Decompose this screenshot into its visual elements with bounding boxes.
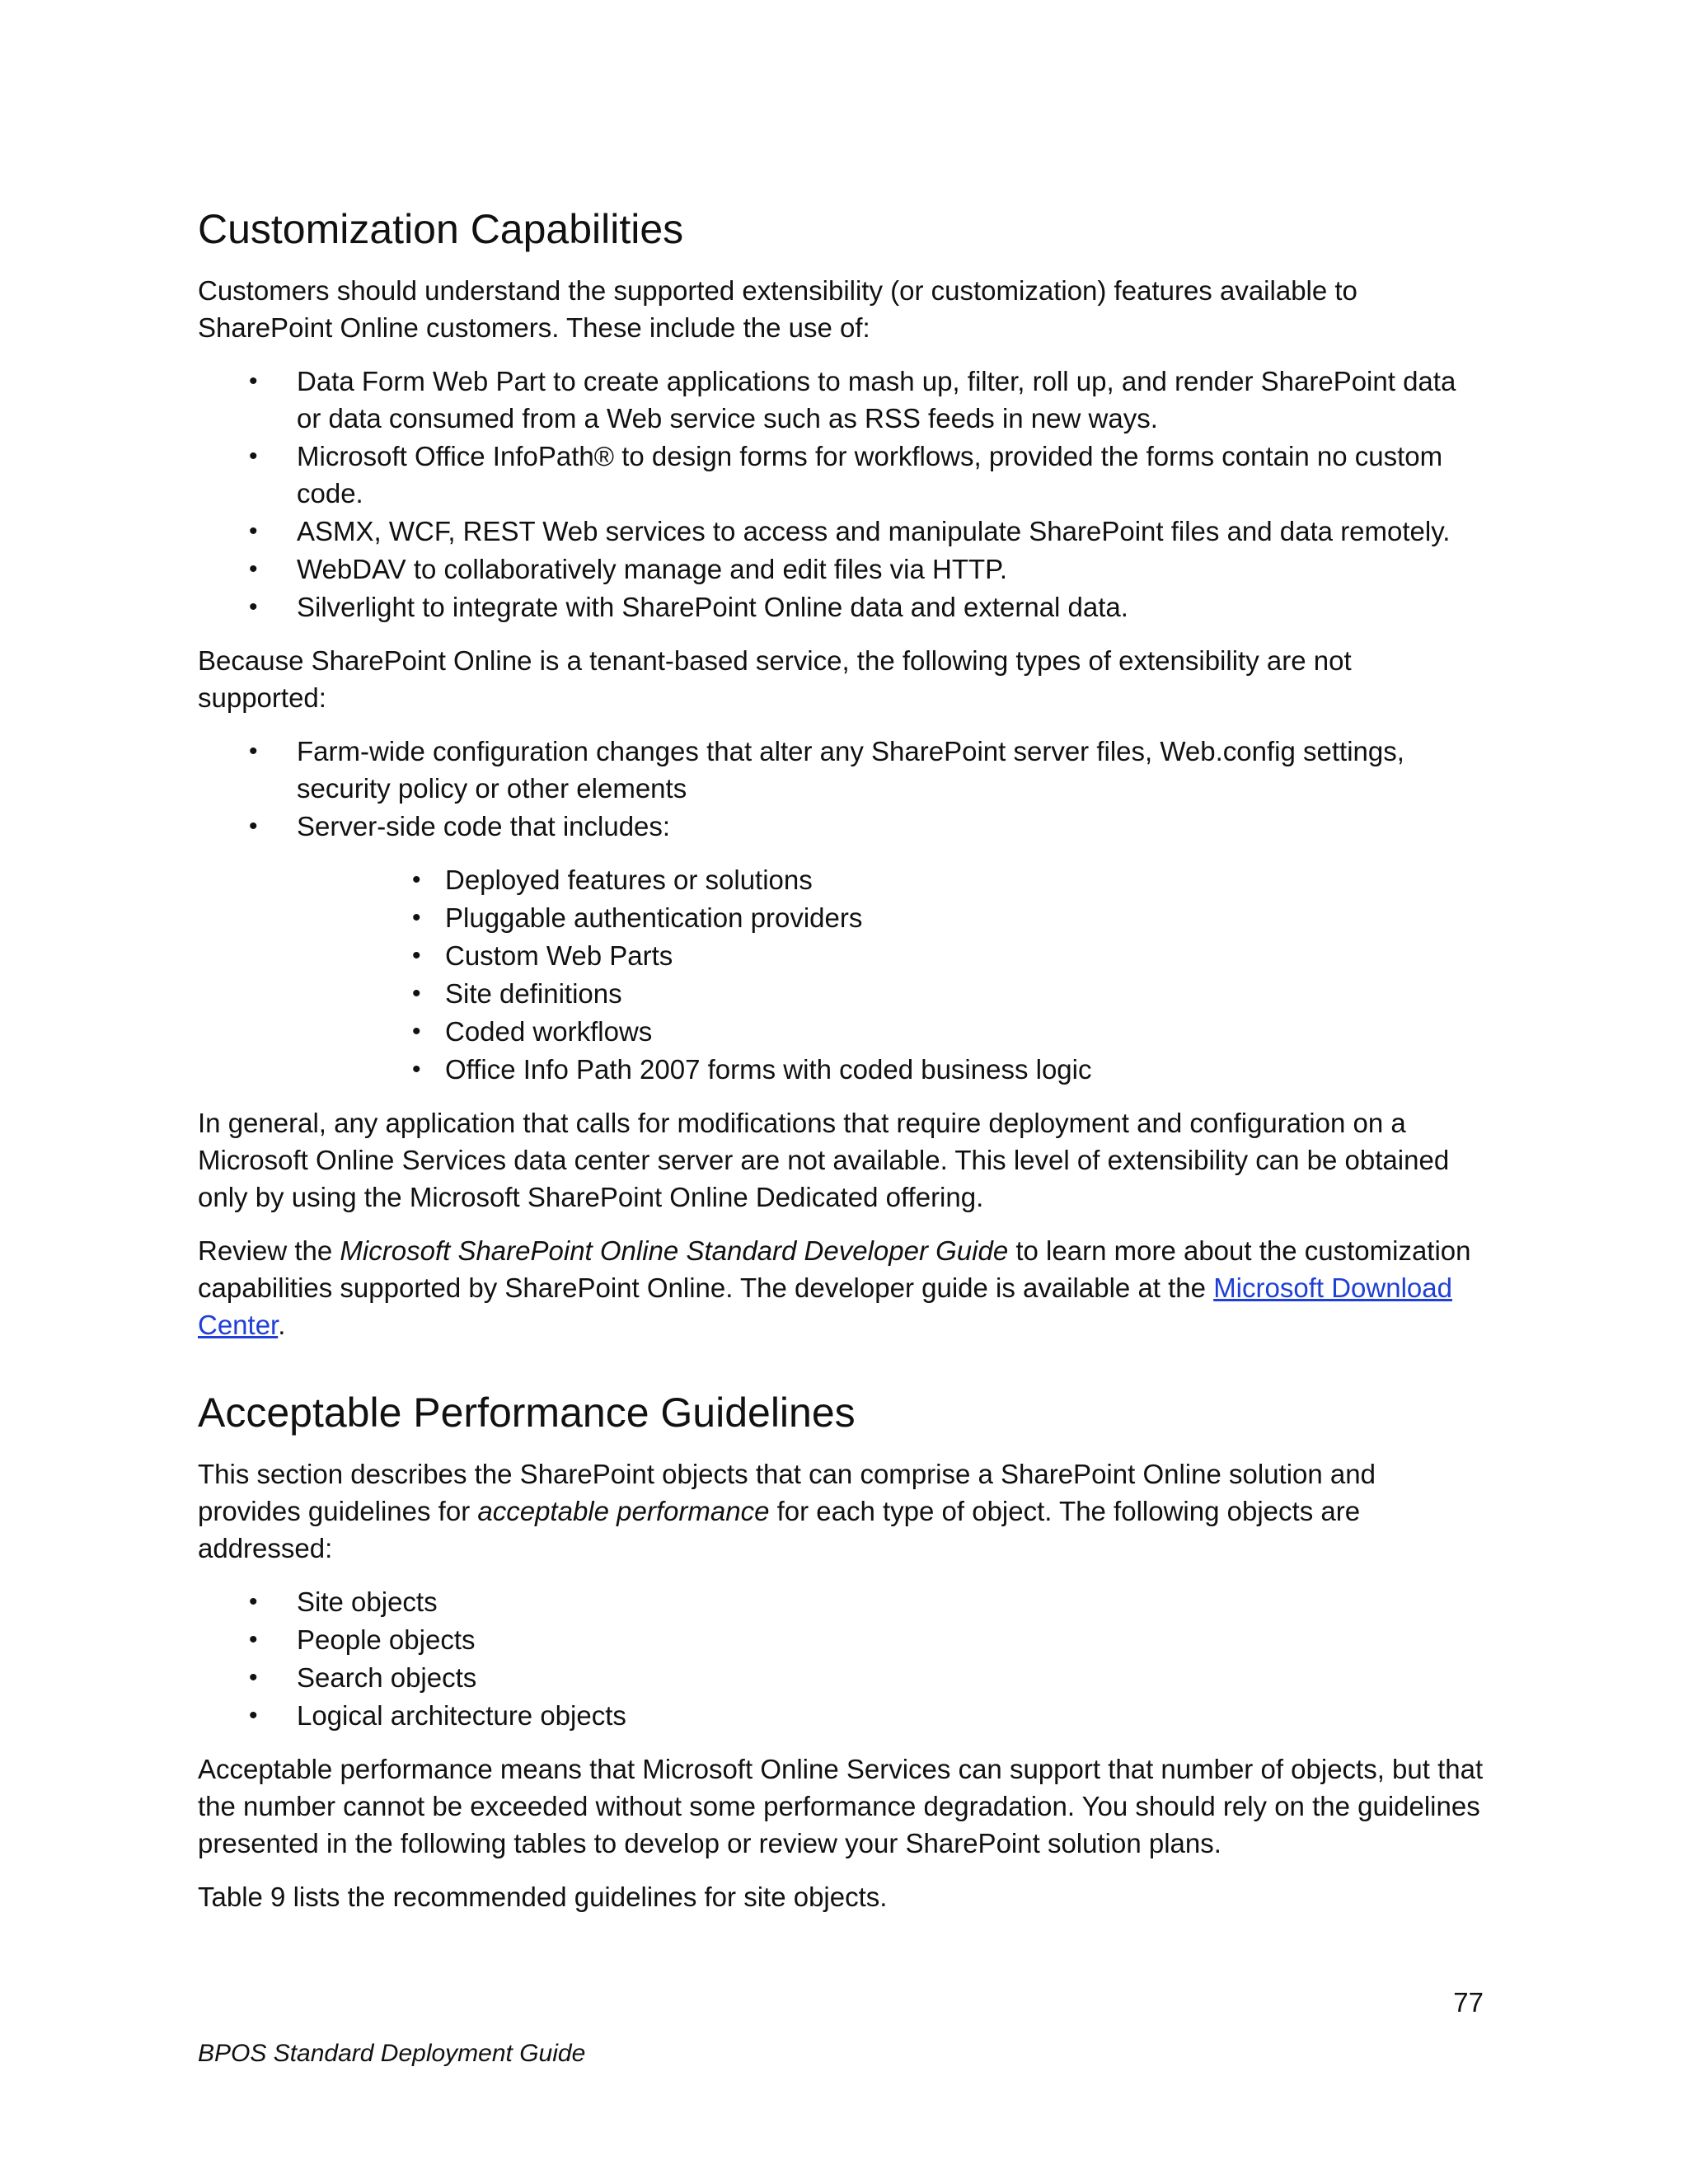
list-item-text: Deployed features or solutions: [445, 865, 813, 895]
list-item-text: Site definitions: [445, 978, 622, 1009]
list-item: [297, 1051, 1484, 1088]
general-paragraph: In general, any application that calls for modifications that require deployment and configuration on a Microsoft Online Services data center server are not available. This level of extensibility can be obtained only by using the Microsoft SharePoint Online Dedicated offering.: [198, 1108, 1450, 1212]
review-suffix: .: [278, 1310, 286, 1340]
developer-guide-title: Microsoft SharePoint Online Standard Developer Guide: [340, 1235, 1009, 1266]
list-item-text: Data Form Web Part to create applications to mash up, filter, roll up, and render SharePoint data or data consumed from a Web service such as RSS feeds in new ways.: [297, 366, 1456, 434]
performance-intro: [198, 1455, 1484, 1567]
page-number: 77: [1453, 1987, 1484, 2018]
bullet-icon: •: [412, 980, 421, 1007]
performance-intro-suffix: for each type of object. The following objects are addressed:: [198, 1496, 1361, 1563]
list-item: [297, 937, 1484, 974]
list-item: [198, 1583, 1484, 1620]
bullet-icon: •: [412, 904, 421, 931]
list-item-text: Site objects: [297, 1586, 438, 1617]
bullet-icon: •: [249, 1664, 258, 1691]
footer-title: BPOS Standard Deployment Guide: [198, 2040, 586, 2067]
table-reference-paragraph: Table 9 lists the recommended guidelines for site objects.: [198, 1882, 888, 1912]
list-item: [198, 513, 1484, 550]
list-item-text: Custom Web Parts: [445, 940, 673, 971]
download-center-link[interactable]: Microsoft Download Center: [198, 1272, 1452, 1340]
list-item-text: Search objects: [297, 1662, 477, 1693]
list-item: [297, 861, 1484, 898]
performance-intro-emphasis: acceptable performance: [477, 1496, 770, 1526]
list-item-text: Farm-wide configuration changes that alter any SharePoint server files, Web.config settings, security policy or other elements: [297, 736, 1404, 804]
list-item: [198, 733, 1484, 807]
customization-intro: Customers should understand the supported extensibility (or customization) features available to SharePoint Online customers. These include the use of:: [198, 275, 1357, 343]
bullet-icon: •: [412, 1018, 421, 1045]
list-item-text: People objects: [297, 1624, 476, 1655]
list-item: [198, 808, 1484, 1088]
server-side-code-list: [297, 861, 1484, 1088]
list-item-text: Microsoft Office InfoPath® to design forms for workflows, provided the forms contain no custom code.: [297, 441, 1443, 509]
bullet-icon: •: [249, 368, 258, 395]
performance-intro-prefix: This section describes the SharePoint objects that can comprise a SharePoint Online solution and provides guidelines for: [198, 1459, 1376, 1526]
objects-list: [198, 1583, 1484, 1734]
bullet-icon: •: [412, 866, 421, 893]
unsupported-intro: Because SharePoint Online is a tenant-based service, the following types of extensibility are not supported:: [198, 645, 1352, 713]
bullet-icon: •: [412, 942, 421, 969]
section-heading-performance: Acceptable Performance Guidelines: [198, 1390, 856, 1436]
document-body: [198, 204, 1484, 1932]
section-heading-customization: Customization Capabilities: [198, 206, 684, 252]
list-item: [198, 588, 1484, 626]
list-item: [198, 363, 1484, 437]
list-item-text: Coded workflows: [445, 1016, 653, 1047]
list-item-text: Logical architecture objects: [297, 1700, 626, 1731]
list-item: [198, 1659, 1484, 1696]
list-item: [297, 975, 1484, 1012]
review-paragraph: [198, 1232, 1484, 1343]
list-item: [198, 1697, 1484, 1734]
bullet-icon: •: [249, 738, 258, 765]
review-prefix: Review the: [198, 1235, 340, 1266]
acceptable-performance-paragraph: Acceptable performance means that Microsoft Online Services can support that number of objects, but that the number cannot be exceeded without some performance degradation. You should rely on the guidelines presented in the following tables to develop or review your SharePoint solution plans.: [198, 1754, 1484, 1858]
list-item-text: Pluggable authentication providers: [445, 902, 863, 933]
review-middle: to learn more about the customization capabilities supported by SharePoint Online. The developer guide is available at the: [198, 1235, 1471, 1303]
bullet-icon: •: [249, 1588, 258, 1615]
list-item-text: Server-side code that includes:: [297, 811, 671, 841]
list-item: [198, 551, 1484, 588]
list-item: [297, 1013, 1484, 1050]
list-item-text: Office Info Path 2007 forms with coded business logic: [445, 1054, 1092, 1085]
list-item: [198, 438, 1484, 512]
bullet-icon: •: [249, 1702, 258, 1729]
bullet-icon: •: [249, 555, 258, 583]
unsupported-list: [198, 733, 1484, 1088]
supported-features-list: [198, 363, 1484, 626]
bullet-icon: •: [412, 1056, 421, 1083]
list-item: [198, 1621, 1484, 1658]
bullet-icon: •: [249, 518, 258, 545]
list-item-text: ASMX, WCF, REST Web services to access and manipulate SharePoint files and data remotely.: [297, 516, 1451, 546]
list-item-text: WebDAV to collaboratively manage and edit files via HTTP.: [297, 554, 1008, 584]
bullet-icon: •: [249, 443, 258, 470]
bullet-icon: •: [249, 813, 258, 840]
list-item-text: Silverlight to integrate with SharePoint Online data and external data.: [297, 592, 1128, 622]
bullet-icon: •: [249, 593, 258, 621]
list-item: [297, 899, 1484, 936]
bullet-icon: •: [249, 1626, 258, 1653]
